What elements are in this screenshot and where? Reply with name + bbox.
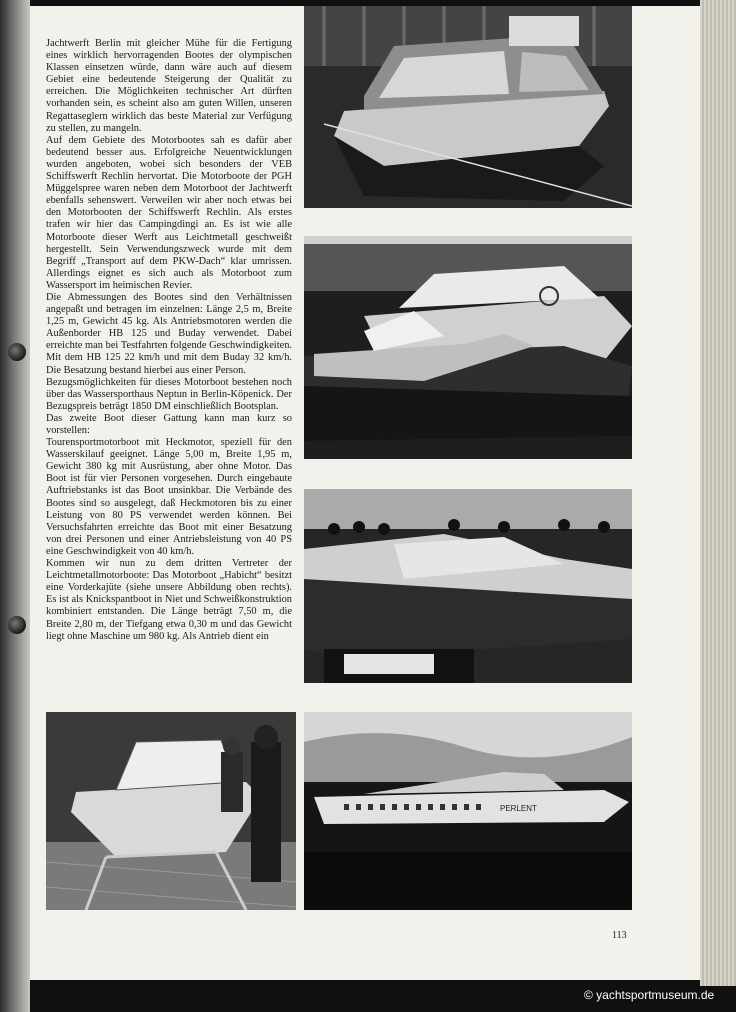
photo-dinghy-stand	[46, 712, 296, 910]
photo-runabout	[304, 489, 632, 683]
article-paragraph: Kommen wir nun zu dem dritten Vertreter der Leichtmetallmotorboote: Das Motorboot „Habicht“ besitzt eine Vorderkajüte (siehe unsere Abbildung oben rechts). Es ist als Knickspantboot in Niet und Schweißkonstruktion kombiniert entstanden. Die Länge beträgt 7,50 m, die Breite 2,80 m, der Tiefgang etwa 0,30 m und das Gewicht liegt ohne Maschine um 980 kg. Als Antrieb dient ein	[46, 558, 292, 642]
photo-ship-model	[304, 712, 632, 910]
ship-model-image	[304, 712, 632, 910]
model-ship-name: PERLENT	[500, 804, 537, 813]
article-paragraph: Die Abmessungen des Bootes sind den Verhältnissen angepaßt und betragen im einzelnen: Länge 2,5 m, Breite 1,25 m, Gewicht 45 kg. Als Antriebsmotoren werden die Außenborder HB 125 und Buday verwendet. Dabei erreichte man bei Testfahrten folgende Geschwindigkeiten. Mit dem HB 125 22 km/h und mit dem Buday 32 km/h. Die Besatzung bestand hierbei aus einer Person.	[46, 291, 292, 376]
binder-hole-icon	[8, 616, 26, 634]
article-paragraph: Jachtwerft Berlin mit gleicher Mühe für die Fertigung eines wirklich hervorragenden Bootes der olympischen Klassen einsetzen würde, dann wäre auch auf diesem Gebiet eine bedeutende Steigerung der Qualität zu erreichen. Die Möglichkeiten technischer Art dürften vorhanden sein, es scheint also am guten Willen, unseren Regattaseglern wirklich das beste Material zur Verfügung zu stellen, zu mangeln.	[46, 38, 292, 134]
article-paragraph: Auf dem Gebiete des Motorbootes sah es dafür aber bedeutend besser aus. Erfolgreiche Neuentwicklungen wurden angeboten, wobei sich besonders der VEB Schiffswerft Rechlin hervortat. Die Motorboote der PGH Müggelspree waren neben dem Motorboot der Jachtwerft ebenfalls sehenswert. Verweilen wir aber noch etwas bei den Motorbooten der Schiffswerft Rechlin. Als erstes trafen wir hier das Campingdingi an. Es ist wie alle Motorboote dieser Werft aus Leichtmetall geschweißt hergestellt. Sein Verwendungszweck wurde mit dem Begriff „Transport auf dem PKW-Dach“ klar umrissen. Allerdings eignet es sich auch als Motorboot zum Wassersport im heimischen Revier.	[46, 134, 292, 291]
article-paragraph: Bezugsmöglichkeiten für dieses Motorboot bestehen noch über das Wassersporthaus Neptun in Berlin-Köpenick. Der Bezugspreis beträgt 1850 DM einschließlich Bootsplan.	[46, 376, 292, 412]
article-paragraph: Das zweite Boot dieser Gattung kann man kurz so vorstellen:	[46, 412, 292, 436]
binder-hole-icon	[8, 343, 26, 361]
cabin-boat-image	[304, 6, 632, 208]
binding-gutter	[0, 0, 30, 1012]
watermark: © yachtsportmuseum.de	[584, 988, 715, 1002]
runabout-image	[304, 489, 632, 683]
article-paragraph: Tourensportmotorboot mit Heckmotor, speziell für den Wasserskilauf geeignet. Länge 5,00 m, Breite 1,95 m, Gewicht 380 kg mit Ausrüstung, aber ohne Motor. Das Boot ist für vier Personen vorgesehen. Durch eingebaute Auftriebstanks ist das Boot unsinkbar. Die Verbände des Bootes sind so ausgelegt, daß Heckmotoren bis zu einer Leistung von 80 PS verwendet werden können. Bei Versuchsfahrten erreichte das Boot mit einer Besatzung von drei Personen und einer Antriebsleistung von 40 PS eine Geschwindigkeit von 40 km/h.	[46, 437, 292, 557]
page-stack-edge	[700, 0, 736, 986]
page-number: 113	[612, 930, 627, 941]
photo-two-boats	[304, 236, 632, 459]
two-boats-image	[304, 236, 632, 459]
article-text-column	[46, 38, 292, 690]
dinghy-stand-image	[46, 712, 296, 910]
photo-cabin-boat	[304, 6, 632, 208]
